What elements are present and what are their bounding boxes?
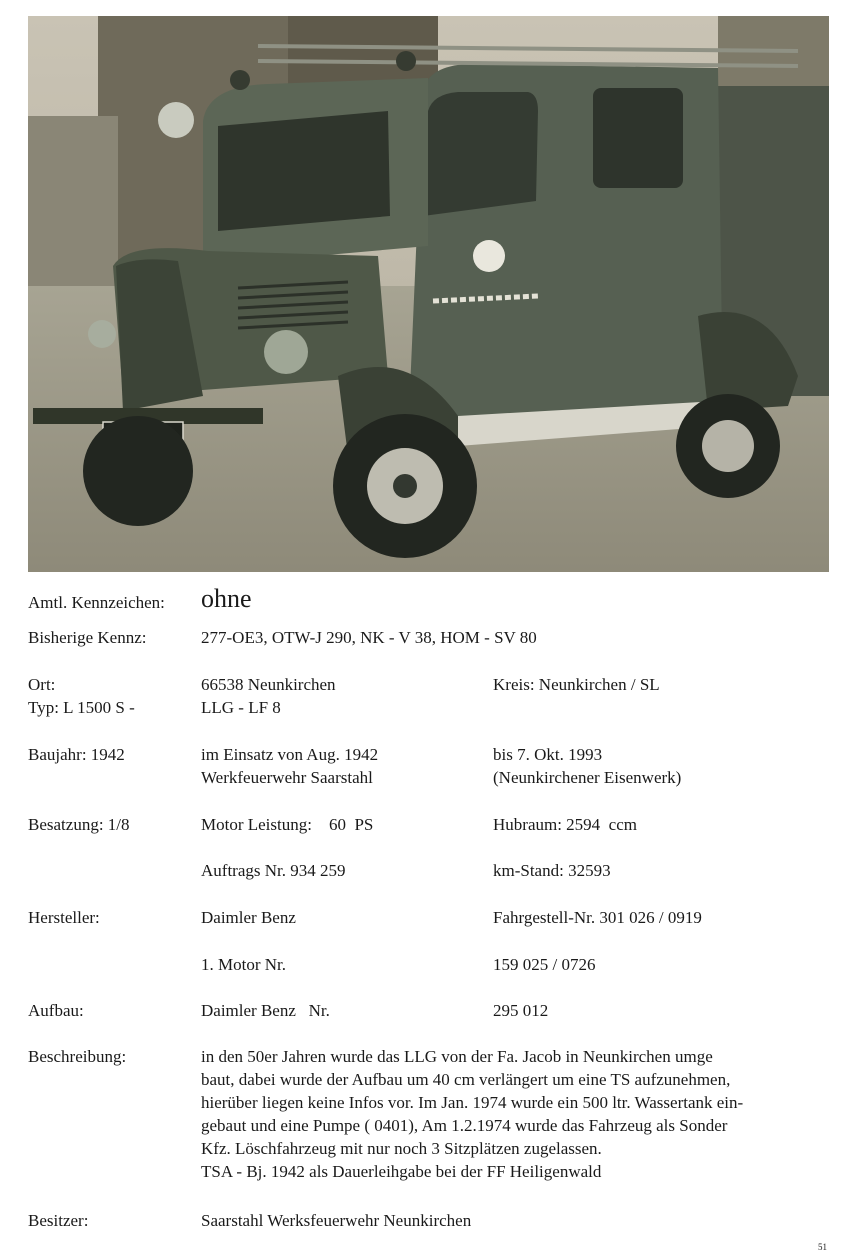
hersteller-label: Hersteller: [28, 908, 100, 927]
beschreibung-line: in den 50er Jahren wurde das LLG von der Fa. Jacob in Neunkirchen umge [201, 1047, 713, 1066]
ort-value: 66538 Neunkirchen [201, 675, 336, 694]
einsatz-werkfeuerwehr: Werkfeuerwehr Saarstahl [201, 768, 373, 787]
fahrgestell-nr: Fahrgestell-Nr. 301 026 / 0919 [493, 908, 702, 927]
besatzung-value: Besatzung: 1/8 [28, 815, 130, 834]
ort-label: Ort: [28, 675, 56, 694]
aufbau-label: Aufbau: [28, 1001, 84, 1020]
einsatz-eisenwerk: (Neunkirchener Eisenwerk) [493, 768, 682, 787]
beschreibung-text [201, 1045, 826, 1183]
km-stand: km-Stand: 32593 [493, 861, 611, 880]
motor-leistung: Motor Leistung: 60 PS [201, 815, 374, 834]
beschreibung-line: TSA - Bj. 1942 als Dauerleihgabe bei der FF Heiligenwald [201, 1162, 602, 1181]
besitzer-value: Saarstahl Werksfeuerwehr Neunkirchen [201, 1211, 472, 1230]
aufbau-value: Daimler Benz Nr. [201, 1001, 330, 1020]
beschreibung-line: gebaut und eine Pumpe ( 0401), Am 1.2.1974 wurde das Fahrzeug als Sonder [201, 1116, 728, 1135]
beschreibung-line: Kfz. Löschfahrzeug mit nur noch 3 Sitzplätzen zugelassen. [201, 1139, 602, 1158]
typ-label: Typ: L 1500 S - [28, 698, 135, 717]
motor-nr-value: 159 025 / 0726 [493, 955, 596, 974]
baujahr-value: Baujahr: 1942 [28, 745, 125, 764]
besitzer-label: Besitzer: [28, 1211, 89, 1230]
amtl-kennzeichen-label: Amtl. Kennzeichen: [28, 593, 165, 612]
hersteller-value: Daimler Benz [201, 908, 296, 927]
bisherige-kennz-value: 277-OE3, OTW-J 290, NK - V 38, HOM - SV 80 [201, 628, 537, 647]
beschreibung-line: hierüber liegen keine Infos vor. Im Jan. 1974 wurde ein 500 ltr. Wassertank ein- [201, 1093, 744, 1112]
amtl-kennzeichen-value: ohne [201, 584, 252, 613]
aufbau-nr: 295 012 [493, 1001, 549, 1020]
beschreibung-line: baut, dabei wurde der Aufbau um 40 cm verlängert um eine TS aufzunehmen, [201, 1070, 731, 1089]
motor-nr-label: 1. Motor Nr. [201, 955, 286, 974]
einsatz-bis: bis 7. Okt. 1993 [493, 745, 603, 764]
hubraum: Hubraum: 2594 ccm [493, 815, 637, 834]
page-number: 51 [818, 1242, 827, 1252]
beschreibung-label: Beschreibung: [28, 1047, 127, 1066]
typ-value: LLG - LF 8 [201, 698, 281, 717]
bisherige-kennz-label: Bisherige Kennz: [28, 628, 147, 647]
kreis-value: Kreis: Neunkirchen / SL [493, 675, 660, 694]
einsatz-von: im Einsatz von Aug. 1942 [201, 745, 379, 764]
auftrags-nr: Auftrags Nr. 934 259 [201, 861, 346, 880]
fire-truck-photo [28, 16, 829, 572]
